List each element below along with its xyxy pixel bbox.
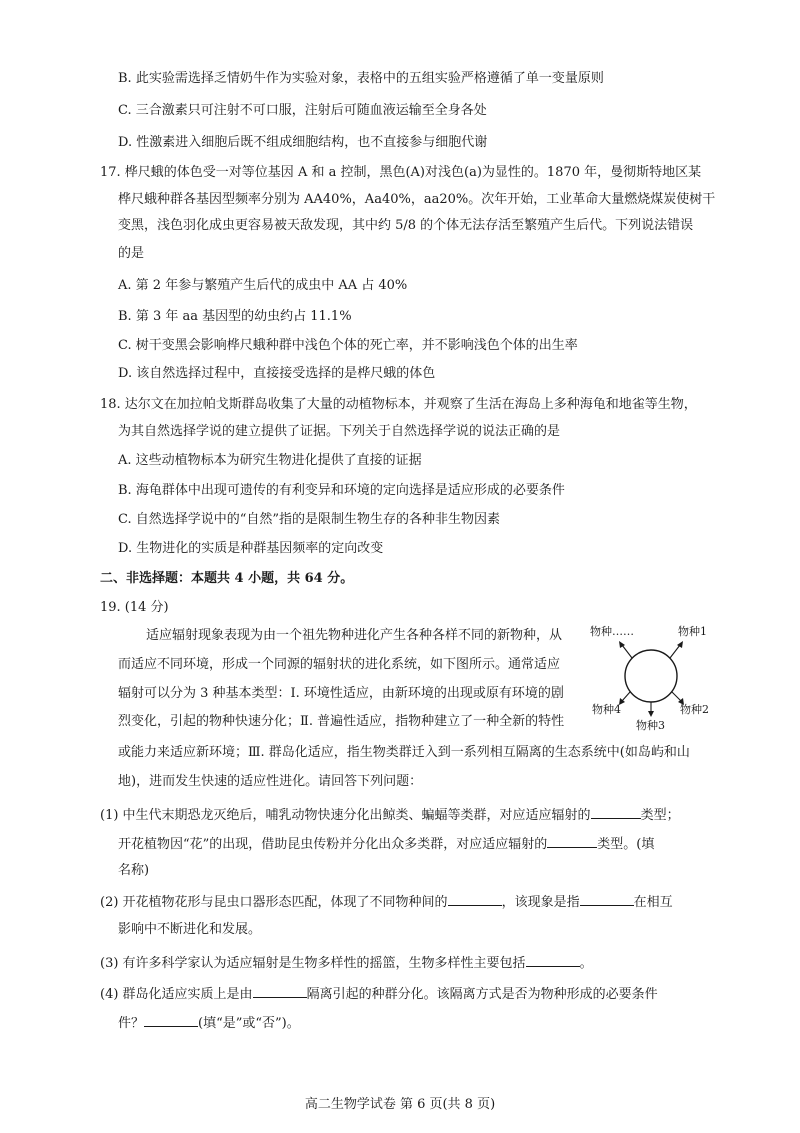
q19-sub4-text-b: 隔离引起的种群分化。该隔离方式是否为物种形成的必要条件 [306,987,658,1002]
q19-sub1-text-c: 开花植物因“花”的出现，借助昆虫传粉并分化出众多类群，对应适应辐射的 [118,837,548,852]
q19-sub1-text-b: 类型； [640,808,680,823]
q17-option-b: B. 第 3 年 aa 基因型的幼虫约占 11.1% [118,309,352,324]
q19-sub1-line-2 [118,835,654,853]
q19-para-line-6: 地)，进而发生快速的适应性进化。请回答下列问题： [118,774,423,789]
q17-stem-line-3: 变黑，浅色羽化成虫更容易被天敌发现，其中约 5/8 的个体无法存活至繁殖产生后代。下列说法错误 [118,218,694,233]
q19-para-line-3: 辐射可以分为 3 种基本类型：Ⅰ. 环境性适应，由新环境的出现或原有环境的剧 [118,686,564,701]
q18-option-a: A. 这些动植物标本为研究生物进化提供了直接的证据 [118,453,422,468]
q18-option-d: D. 生物进化的实质是种群基因频率的定向改变 [118,541,384,556]
q19-sub4-text-c: 件？ [118,1016,145,1031]
q18-option-b: B. 海龟群体中出现可遗传的有利变异和环境的定向选择是适应形成的必要条件 [118,483,565,498]
q19-sub2-text-b: ，该现象是指 [501,895,580,910]
q19-sub2-line-1 [100,893,673,911]
arrow-top-left [622,645,632,658]
q19-para-line-1: 适应辐射现象表现为由一个祖先物种进化产生各种各样不同的新物种，从 [146,628,563,643]
page-footer: 高二生物学试卷 第 6 页(共 8 页) [304,1097,496,1112]
answer-blank[interactable] [526,954,580,967]
q19-para-line-4: 烈变化，引起的物种快速分化；Ⅱ. 普遍性适应，指物种建立了一种全新的特性 [118,714,565,729]
q18-option-c: C. 自然选择学说中的“自然”指的是限制生物生存的各种非生物因素 [118,512,501,527]
q17-stem-line-2: 桦尺蛾种群各基因型频率分别为 AA40%，Aa40%，aa20%。次年开始，工业革命大量燃烧煤炭使树干 [118,192,716,207]
q16-option-d: D. 性激素进入细胞后既不组成细胞结构，也不直接参与细胞代谢 [118,135,488,150]
q19-sub2-text-a: (2) 开花植物花形与昆虫口器形态匹配，体现了不同物种间的 [100,895,448,910]
arrow-bottom-right [672,692,681,701]
q19-sub2-line-2: 影响中不断进化和发展。 [118,922,262,937]
answer-blank[interactable] [580,893,634,906]
q19-sub1-line-1 [100,806,680,824]
label-species-4: 物种4 [592,703,621,716]
label-species-1: 物种1 [678,625,707,638]
q17-option-c: C. 树干变黑会影响桦尺蛾种群中浅色个体的死亡率，并不影响浅色个体的出生率 [118,338,578,353]
q19-sub1-line-3: 名称) [118,863,150,878]
arrow-bottom-left [622,692,630,701]
q17-option-d: D. 该自然选择过程中，直接接受选择的是桦尺蛾的体色 [118,366,436,381]
q16-option-c: C. 三合激素只可注射不可口服，注射后可随血液运输至全身各处 [118,103,487,118]
q17-option-a: A. 第 2 年参与繁殖产生后代的成虫中 AA 占 40% [118,278,408,293]
q19-sub3-text-a: (3) 有许多科学家认为适应辐射是生物多样性的摇篮，生物多样性主要包括 [100,956,526,971]
q19-sub1-text-d: 类型。(填 [597,837,655,852]
q19-para-line-5: 或能力来适应新环境；Ⅲ. 群岛化适应，指生物类群迁入到一系列相互隔离的生态系统中(如岛屿和山 [118,745,690,760]
q19-sub4-text-d: (填“是”或“否”)。 [198,1016,300,1031]
q19-sub2-text-c: 在相互 [633,895,673,910]
q19-title: 19. (14 分) [100,600,169,615]
answer-blank[interactable] [144,1014,198,1027]
q19-sub3-line-1 [100,954,593,972]
arrowhead-bottom-mid [648,711,654,717]
answer-blank[interactable] [448,893,502,906]
label-species-3: 物种3 [636,719,665,731]
q19-sub4-line-1 [100,985,658,1003]
q17-stem-line-1: 17. 桦尺蛾的体色受一对等位基因 A 和 a 控制，黑色(A)对浅色(a)为显性的。1870 年，曼彻斯特地区某 [100,165,702,180]
q19-sub1-text-a: (1) 中生代末期恐龙灭绝后，哺乳动物快速分化出鲸类、蝙蝠等类群，对应适应辐射的 [100,808,591,823]
q19-sub4-line-2 [118,1014,300,1032]
answer-blank[interactable] [547,835,597,848]
q18-stem-line-1: 18. 达尔文在加拉帕戈斯群岛收集了大量的动植物标本，并观察了生活在海岛上多种海龟和地雀等生物， [100,397,697,412]
q17-stem-line-4: 的是 [118,246,145,261]
q19-para-line-2: 而适应不同环境，形成一个同源的辐射状的进化系统，如下图所示。通常适应 [118,657,561,672]
answer-blank[interactable] [591,806,641,819]
arrow-top-right [670,645,680,658]
adaptive-radiation-diagram [588,621,718,731]
label-species-2: 物种2 [680,703,709,716]
label-species-etc: 物种…… [590,625,634,638]
answer-blank[interactable] [253,985,307,998]
q16-option-b: B. 此实验需选择乏情奶牛作为实验对象，表格中的五组实验严格遵循了单一变量原则 [118,71,604,86]
section-heading: 二、非选择题：本题共 4 小题，共 64 分。 [100,571,354,586]
q18-stem-line-2: 为其自然选择学说的建立提供了证据。下列关于自然选择学说的说法正确的是 [118,424,561,439]
q19-sub4-text-a: (4) 群岛化适应实质上是由 [100,987,253,1002]
ancestor-circle [625,650,677,702]
q19-sub3-text-b: 。 [579,956,593,971]
